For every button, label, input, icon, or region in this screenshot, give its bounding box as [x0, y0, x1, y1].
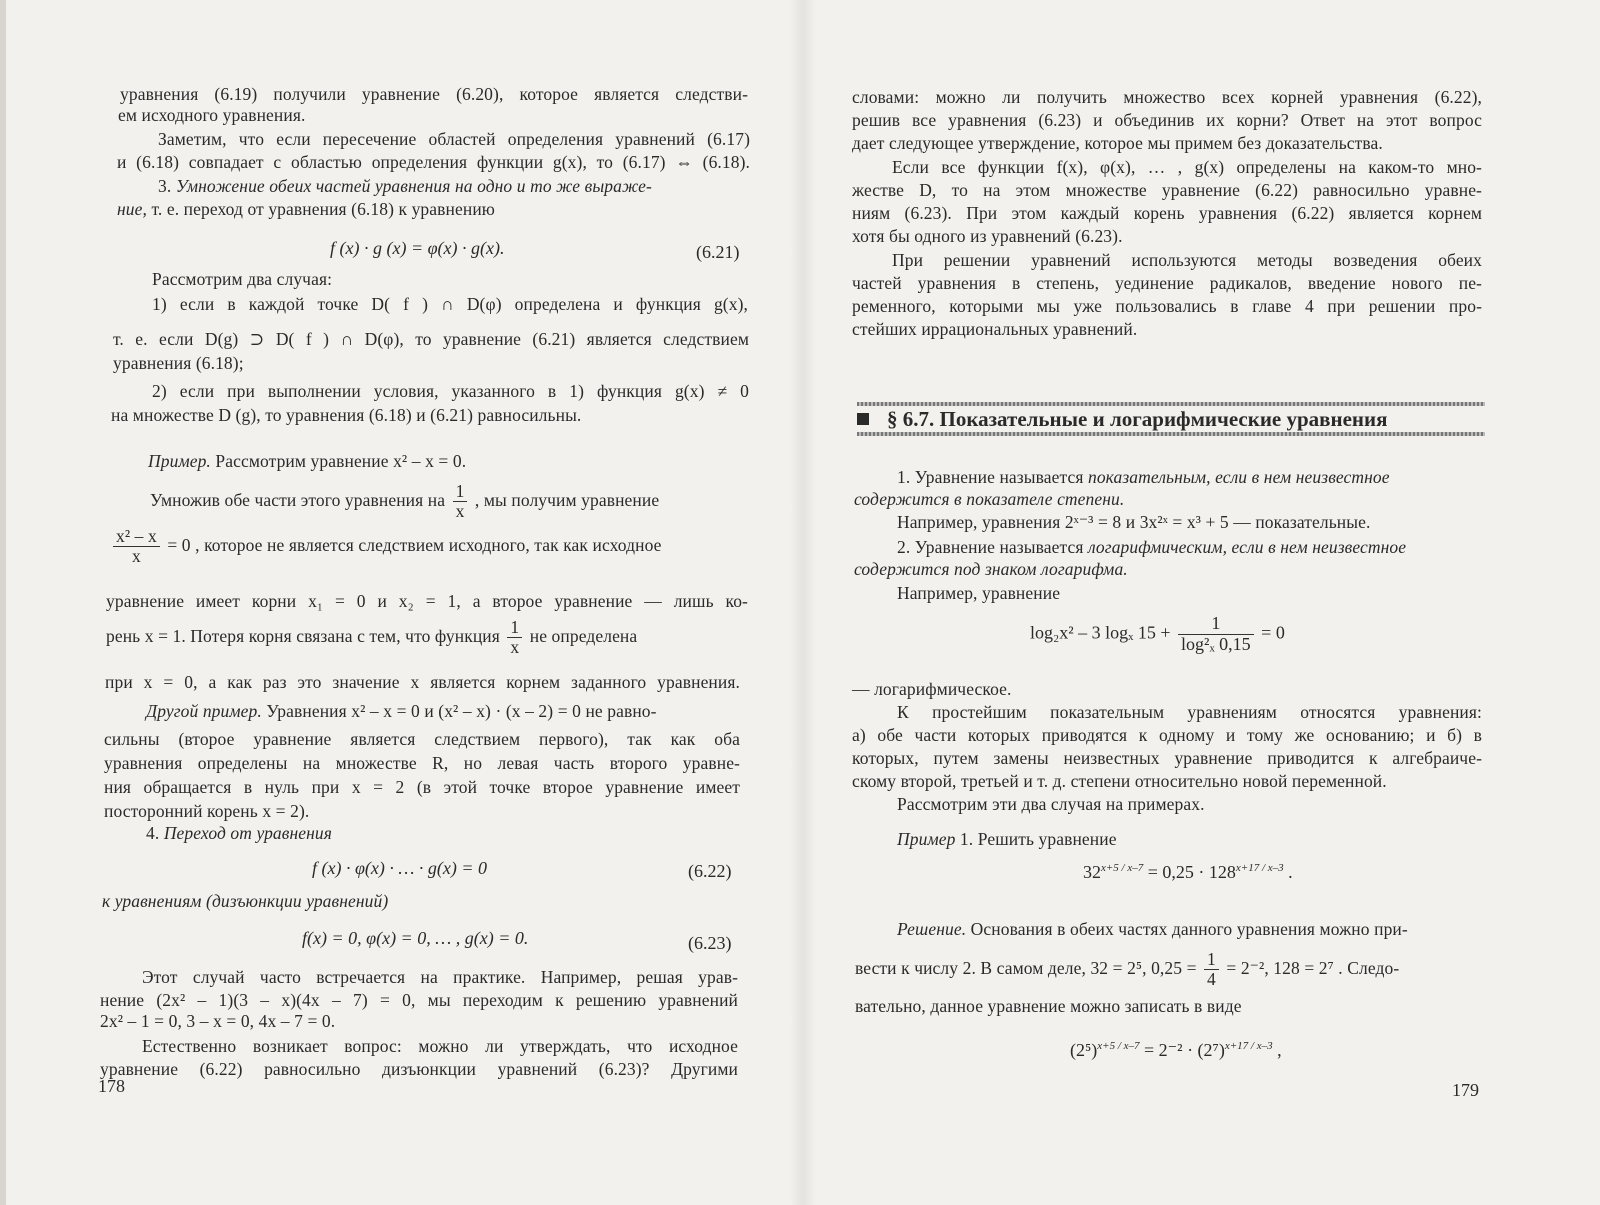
- text-line: [897, 918, 1408, 940]
- item-number: 4.: [146, 823, 160, 843]
- text-span: Умножив обе части этого уравнения на: [150, 489, 446, 510]
- text-line: к уравнениям (дизъюнкции уравнений): [102, 891, 389, 911]
- text-line: — логарифмическое.: [852, 679, 1012, 699]
- book-gutter: [790, 0, 816, 1205]
- text-line: Если все функции f(x), φ(x), … , g(x) определены на каком-то мно-: [892, 157, 1482, 177]
- text-line: [855, 950, 1399, 990]
- text-line: Например, уравнения 2ˣ⁻³ = 8 и 3x²ˣ = x³ + 5 — показательные.: [897, 512, 1371, 532]
- text-span: Рассмотрим уравнение x² – x = 0.: [215, 451, 467, 471]
- text-line: дает следующее утверждение, которое мы примем без доказательства.: [852, 133, 1383, 153]
- equation-example-1: $32^{x+5 / x-7} = 0,25 \cdot 128^{x+17 / x-3}$ .: [1083, 862, 1293, 882]
- equation-6-21: f (x) · g (x) = φ(x) · g(x).: [330, 238, 505, 258]
- text-line: ем исходного уравнения.: [118, 105, 306, 125]
- text-line: вательно, данное уравнение можно записать в виде: [855, 996, 1242, 1016]
- text-line: [117, 198, 495, 220]
- text-span: = 0: [1261, 622, 1285, 643]
- italic-term: Решение.: [897, 919, 967, 939]
- text-line: Рассмотрим два случая:: [152, 269, 333, 289]
- text-line: [897, 466, 1390, 488]
- text-line: [148, 450, 466, 472]
- text-line: жестве D, то на этом множестве уравнение (6.22) равносильно уравне-: [852, 180, 1482, 200]
- exponent: x+5 / x–7: [1097, 1040, 1140, 1052]
- text-line: [897, 536, 1406, 558]
- text-span: Уравнения x² – x = 0 и (x² – x) · (x – 2) = 0 не равно-: [266, 701, 657, 721]
- text-line: К простейшим показательным уравнениям относятся уравнения:: [897, 702, 1482, 722]
- text-line: 1) если в каждой точке D( f ) ∩ D(φ) определена и функция g(x),: [152, 294, 748, 314]
- text-line: т. е. если D(g) ⊃ D( f ) ∩ D(φ), то уравнение (6.21) является следствием: [113, 329, 749, 349]
- equation-6-23: f(x) = 0, φ(x) = 0, … , g(x) = 0.: [302, 928, 529, 948]
- text-line: уравнение (6.22) равносильно дизъюнкции уравнений (6.23)? Другими: [100, 1059, 738, 1079]
- text-line: ниям (6.23). При этом каждый корень уравнения (6.22) является корнем: [852, 203, 1482, 223]
- italic-term: ние,: [117, 199, 147, 219]
- text-line: Этот случай часто встречается на практике. Например, решая урав-: [142, 967, 738, 987]
- heading-rule: [857, 432, 1485, 436]
- text-span: Основания в обеих частях данного уравнения можно при-: [970, 919, 1408, 939]
- text-line: При решении уравнений используются методы возведения обеих: [892, 250, 1482, 270]
- section-title: § 6.7. Показательные и логарифмические уравнения: [887, 407, 1388, 431]
- text-span: = 2⁻², 128 = 2⁷ . Следо-: [1226, 957, 1400, 978]
- text-line: сильны (второе уравнение является следствием первого), так как оба: [104, 729, 740, 749]
- text-line: уравнения (6.18);: [113, 353, 244, 373]
- fraction-1-over-4: $\frac{1}{4}$: [1204, 950, 1219, 990]
- log-equation: [1030, 614, 1285, 655]
- text-line: 2x² – 1 = 0, 3 – x = 0, 4x – 7 = 0.: [100, 1011, 336, 1031]
- exponent: x+5 / x–7: [1101, 862, 1144, 874]
- text-line: и (6.18) совпадает с областью определения функции g(x), то (6.17) ⇔ (6.18).: [117, 152, 750, 172]
- italic-term: Другой пример.: [146, 701, 262, 721]
- text-line: хотя бы одного из уравнений (6.23).: [852, 226, 1123, 246]
- heading-rule: [857, 402, 1485, 406]
- text-line: Например, уравнение: [897, 583, 1061, 603]
- text-span: , мы получим уравнение: [474, 489, 660, 510]
- italic-term: Пример.: [148, 451, 211, 471]
- text-line: которых, путем замены неизвестных уравнение приводится к алгебраиче-: [852, 748, 1482, 768]
- text-line: [146, 822, 332, 844]
- item-number: 3.: [158, 176, 172, 196]
- italic-term: Пример: [897, 829, 956, 849]
- italic-term: показательным, если в нем неизвестное: [1087, 467, 1390, 487]
- text-line: Рассмотрим эти два случая на примерах.: [897, 794, 1205, 814]
- text-line: [897, 828, 1117, 850]
- text-span: 1. Решить уравнение: [959, 829, 1117, 849]
- equation-rewritten: $(2^5)^{x+5 / x-7} = 2^{-2} \cdot (2^7)^{x+17 / x-3}$ ,: [1070, 1040, 1282, 1060]
- fraction-1-over-x: $\frac{1}{x}$: [507, 618, 522, 658]
- text-line: при x = 0, а как раз это значение x является корнем заданного уравнения.: [105, 672, 740, 692]
- fraction-x2-minus-x-over-x: $\frac{\text{x² – x}}{x}$: [113, 527, 160, 567]
- equation-number: (6.21): [696, 242, 740, 262]
- text-line: 2) если при выполнении условия, указанного в 1) функция g(x) ≠ 0: [152, 381, 749, 401]
- text-line: уравнения определены на множестве R, но левая часть второго уравне-: [104, 753, 740, 773]
- text-line: уравнения (6.19) получили уравнение (6.20), которое является следстви-: [120, 84, 748, 104]
- text-span: 1. Уравнение называется: [897, 467, 1084, 487]
- fraction-1-over-log: $\frac{1}{\text{log²ₓ 0,15}}$: [1178, 614, 1254, 655]
- text-line: содержится под знаком логарифма.: [854, 559, 1128, 579]
- text-span: рень x = 1. Потеря корня связана с тем, что функция: [106, 625, 500, 646]
- equation-number: (6.22): [688, 861, 732, 881]
- text-line: [150, 482, 659, 522]
- text-span: 2. Уравнение называется: [897, 537, 1084, 557]
- text-line: решив все уравнения (6.23) и объединив их корни? Ответ на этот вопрос: [852, 110, 1482, 130]
- text-line: [158, 175, 652, 197]
- page-edge: [0, 0, 6, 1205]
- fraction-1-over-x: $\frac{1}{x}$: [453, 482, 468, 522]
- text-span: т. е. переход от уравнения (6.18) к уравнению: [151, 199, 495, 219]
- text-span: log₂x² – 3 logₓ 15 +: [1030, 622, 1171, 643]
- text-line: Заметим, что если пересечение областей определения уравнений (6.17): [158, 129, 750, 149]
- text-line: нение (2x² – 1)(3 – x)(4x – 7) = 0, мы переходим к решению уравнений: [100, 990, 738, 1010]
- text-line: ременного, которыми мы уже пользовались в главе 4 при решении про-: [852, 296, 1482, 316]
- text-line: частей уравнения в степень, уединение радикалов, введение нового пе-: [852, 273, 1482, 293]
- italic-term: Переход от уравнения: [163, 823, 332, 843]
- text-line: скому второй, третьей и т. д. степени относительно новой переменной.: [852, 771, 1387, 791]
- text-line: [106, 618, 637, 658]
- equation-6-22: f (x) · φ(x) · … · g(x) = 0: [312, 858, 488, 878]
- text-span: вести к числу 2. В самом деле, 32 = 2⁵, 0,25 =: [855, 957, 1197, 978]
- text-line: на множестве D (g), то уравнения (6.18) и (6.21) равносильны.: [111, 405, 582, 425]
- text-span: не определена: [529, 625, 638, 646]
- text-line: а) обе части которых приводятся к одному и тому же основанию; и б) в: [852, 725, 1482, 745]
- exponent: x+17 / x–3: [1224, 1040, 1273, 1052]
- text-line: ния обращается в нуль при x = 2 (в этой точке второе уравнение имеет: [104, 777, 740, 797]
- text-span: = 0 , которое не является следствием исходного, так как исходное: [167, 534, 662, 555]
- page-number: 179: [1452, 1080, 1479, 1100]
- text-line: [146, 700, 657, 722]
- italic-term: Умножение обеих частей уравнения на одно и то же выраже-: [175, 176, 652, 196]
- section-heading: [857, 402, 1485, 438]
- text-line: [110, 527, 662, 567]
- page-number: 178: [98, 1076, 125, 1096]
- text-line: уравнение имеет корни x₁ = 0 и x₂ = 1, а второе уравнение — лишь ко-: [106, 591, 748, 611]
- text-line: стейших иррациональных уравнений.: [852, 319, 1138, 339]
- text-line: содержится в показателе степени.: [854, 489, 1125, 509]
- exponent: x+17 / x–3: [1235, 862, 1284, 874]
- equation-number: (6.23): [688, 933, 732, 953]
- italic-term: логарифмическим, если в нем неизвестное: [1087, 537, 1407, 557]
- text-line: Естественно возникает вопрос: можно ли утверждать, что исходное: [142, 1036, 738, 1056]
- bullet-square-icon: [857, 413, 869, 425]
- text-line: посторонний корень x = 2).: [104, 801, 310, 821]
- text-line: словами: можно ли получить множество всех корней уравнения (6.22),: [852, 87, 1482, 107]
